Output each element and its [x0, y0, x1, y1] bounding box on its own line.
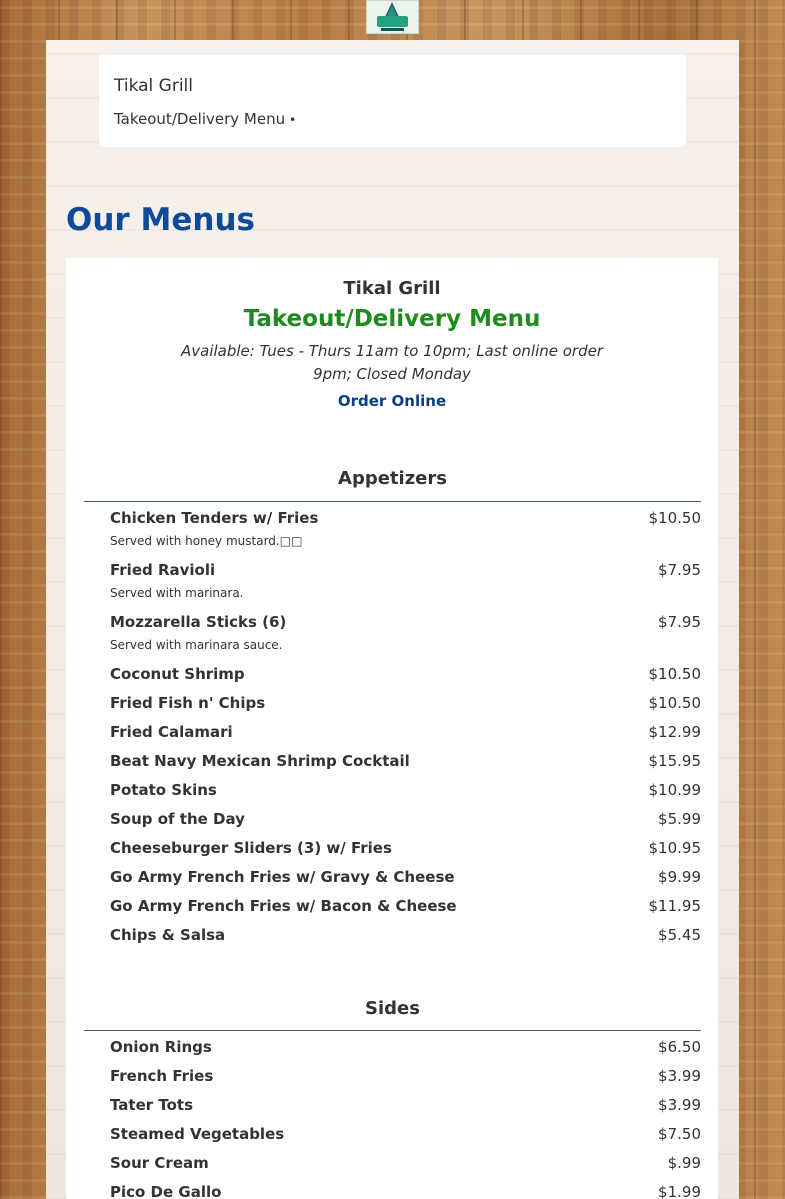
menu-item-price: $1.99 — [658, 1183, 701, 1199]
menu-item-description: Served with marinara sauce. — [110, 638, 283, 652]
menu-item-name: Cheeseburger Sliders (3) w/ Fries — [110, 839, 392, 857]
menu-item-price: $3.99 — [658, 1067, 701, 1085]
menu-item-price: $10.50 — [648, 694, 701, 712]
menu-breadcrumb-label[interactable]: Takeout/Delivery Menu — [114, 110, 286, 128]
menu-item-name: Go Army French Fries w/ Bacon & Cheese — [110, 897, 457, 915]
breadcrumb-separator: • — [289, 113, 297, 127]
menu-item-name: Pico De Gallo — [110, 1183, 222, 1199]
menu-item-price: $10.95 — [648, 839, 701, 857]
restaurant-header-card — [99, 54, 686, 147]
section-divider — [84, 1030, 701, 1031]
menu-item-name: Steamed Vegetables — [110, 1125, 285, 1143]
section-title-sides: Sides — [365, 998, 420, 1019]
availability-text: Available: Tues - Thurs 11am to 10pm; Last online order 9pm; Closed Monday — [181, 342, 603, 383]
menu-item-name: Fried Fish n' Chips — [110, 694, 266, 712]
menu-item-price: $3.99 — [658, 1096, 701, 1114]
page-container — [46, 40, 739, 1199]
menu-item-price: $10.99 — [648, 781, 701, 799]
menu-item-name: Soup of the Day — [110, 810, 245, 828]
menu-item-name: Chicken Tenders w/ Fries — [110, 509, 319, 527]
menu-restaurant-name: Tikal Grill — [343, 278, 441, 299]
menu-item-price: $15.95 — [648, 752, 701, 770]
menu-item-name: Onion Rings — [110, 1038, 212, 1056]
menu-item-price: $.99 — [667, 1154, 701, 1172]
menu-item-price: $7.95 — [658, 613, 701, 631]
menu-item-name: Tater Tots — [110, 1096, 194, 1114]
menu-title: Takeout/Delivery Menu — [243, 306, 541, 332]
logo-icon — [367, 1, 418, 33]
menu-item-price: $10.50 — [648, 509, 701, 527]
order-online-link[interactable]: Order Online — [337, 392, 447, 410]
menu-item-name: Mozzarella Sticks (6) — [110, 613, 287, 631]
menu-item-description: Served with honey mustard.□□ — [110, 534, 303, 548]
tikal-grill-logo[interactable] — [366, 0, 419, 34]
menu-breadcrumb[interactable] — [114, 110, 296, 128]
menu-item-name: Fried Ravioli — [110, 561, 216, 579]
menu-item-name: Go Army French Fries w/ Gravy & Cheese — [110, 868, 455, 886]
menu-item-price: $7.95 — [658, 561, 701, 579]
menu-item-price: $5.45 — [658, 926, 701, 944]
menu-item-name: Sour Cream — [110, 1154, 209, 1172]
section-title-appetizers: Appetizers — [338, 468, 447, 489]
menu-item-price: $11.95 — [648, 897, 701, 915]
restaurant-title: Tikal Grill — [114, 76, 194, 96]
section-divider — [84, 501, 701, 502]
menu-item-description: Served with marinara. — [110, 586, 244, 600]
menu-item-name: Coconut Shrimp — [110, 665, 245, 683]
menu-item-price: $5.99 — [658, 810, 701, 828]
menu-item-name: Chips & Salsa — [110, 926, 226, 944]
menu-item-name: Beat Navy Mexican Shrimp Cocktail — [110, 752, 410, 770]
menu-item-price: $6.50 — [658, 1038, 701, 1056]
menu-item-price: $9.99 — [658, 868, 701, 886]
menu-item-price: $7.50 — [658, 1125, 701, 1143]
menu-item-name: Potato Skins — [110, 781, 217, 799]
menu-item-name: Fried Calamari — [110, 723, 233, 741]
menu-card — [66, 258, 718, 1199]
menu-item-price: $10.50 — [648, 665, 701, 683]
page-title: Our Menus — [66, 202, 255, 238]
menu-item-price: $12.99 — [648, 723, 701, 741]
menu-item-name: French Fries — [110, 1067, 214, 1085]
